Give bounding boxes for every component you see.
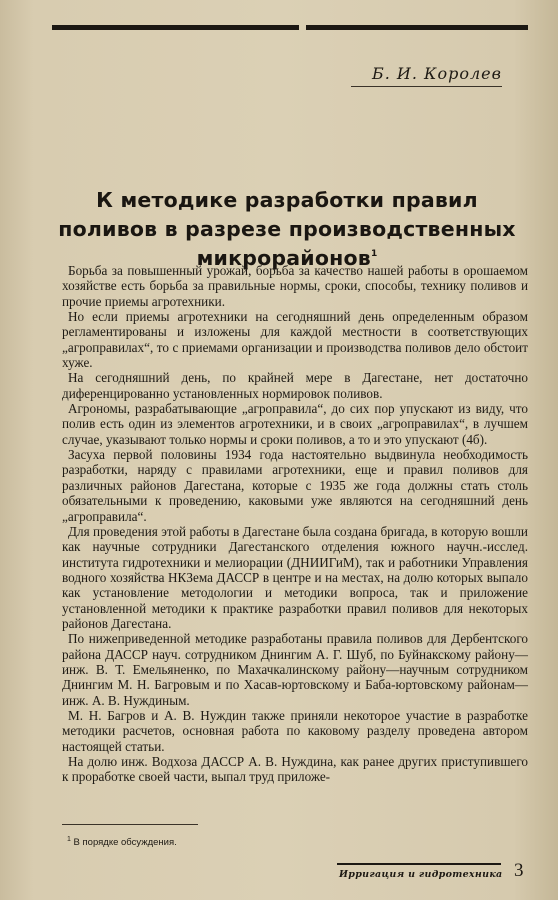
footnote-mark: 1: [67, 836, 71, 843]
article-title: [52, 186, 522, 273]
paragraph: Борьба за повышенный урожай, борьба за качество нашей работы в орошаемом хозяйстве есть борьба за правильные нормы, сроки, способы, технику поливов и прочие приемы агротехники.: [62, 263, 528, 309]
author: Б. И. Королев: [372, 64, 502, 83]
article-title-text: К методике разработки правил поливов в разрезе производственных микрорайонов: [58, 188, 516, 270]
paragraph: Но если приемы агротехники на сегодняшний день определенным образом регламентированы и изложены для каждой местности в соответствующих „агроправилах“, то с приемами организации и производства поливов дело обстоит хуже.: [62, 309, 528, 371]
author-underline: [351, 86, 502, 87]
paragraph: На долю инж. Водхоза ДАССР А. В. Нуждина, как ранее других приступившего к проработке своей части, выпал труд приложе-: [62, 754, 528, 785]
journal-name: Ирригация и гидротехника: [339, 869, 503, 880]
footer-rule: [337, 863, 501, 865]
title-footnote-mark: 1: [370, 249, 378, 259]
paragraph: М. Н. Багров и А. В. Нуждин также приняли некоторое участие в разработке методики расчетов, основная работа по каковому разделу проведена автором настоящей статьи.: [62, 707, 528, 754]
paragraph: Агрономы, разрабатывающие „агроправила“, до сих пор упускают из виду, что полив есть один из элементов агротехники, и в своих „агроправилах“, в лучшем случае, указывают только нормы и сроки поливов, а то и это упускают (4б).: [62, 401, 528, 447]
paragraph: По нижеприведенной методике разработаны правила поливов для Дербентского района ДАССР науч. сотрудником Днингим А. Г. Шуб, по Буйнакскому району—инж. В. Т. Емельяненко, по Махачкалинскому району—научным сотрудником Днингим М. Н. Багровым и по Хасав-юртовскому и Баба-юртовскому районам—инж. А. В. Нуждиным.: [62, 631, 528, 708]
page-number: 3: [514, 860, 524, 881]
footnote-text: В порядке обсуждения.: [73, 837, 177, 849]
header-rule-left: [52, 25, 299, 30]
footnote-divider: [62, 824, 198, 825]
paragraph: На сегодняшний день, по крайней мере в Дагестане, нет достаточно диференцированно установленных нормировок поливов.: [62, 370, 528, 401]
footnote: [67, 834, 367, 849]
article-body: [62, 263, 528, 785]
header-rule-right: [306, 25, 528, 30]
paragraph: Засуха первой половины 1934 года настоятельно выдвинула необходимость разработки, наряду с правилами агротехники, еще и правил поливов для различных районов Дагестана, которые с 1935 же года должны стать столь обязательными к проведению, каковыми уже являются на сегодняшний день „агроправила“.: [62, 447, 528, 524]
paragraph: Для проведения этой работы в Дагестане была создана бригада, в которую вошли как научные сотрудники Дагестанского отделения южного научн.-исслед. института гидротехники и мелиорации (ДНИИГиМ), так и работники Управления водного хозяйства НКЗема ДАССР в центре и на местах, на долю которых выпало как установление методологии и методики вопроса, так и приложение установленной методики к практике разработки правил поливов для некоторых районов Дагестана.: [62, 523, 528, 631]
